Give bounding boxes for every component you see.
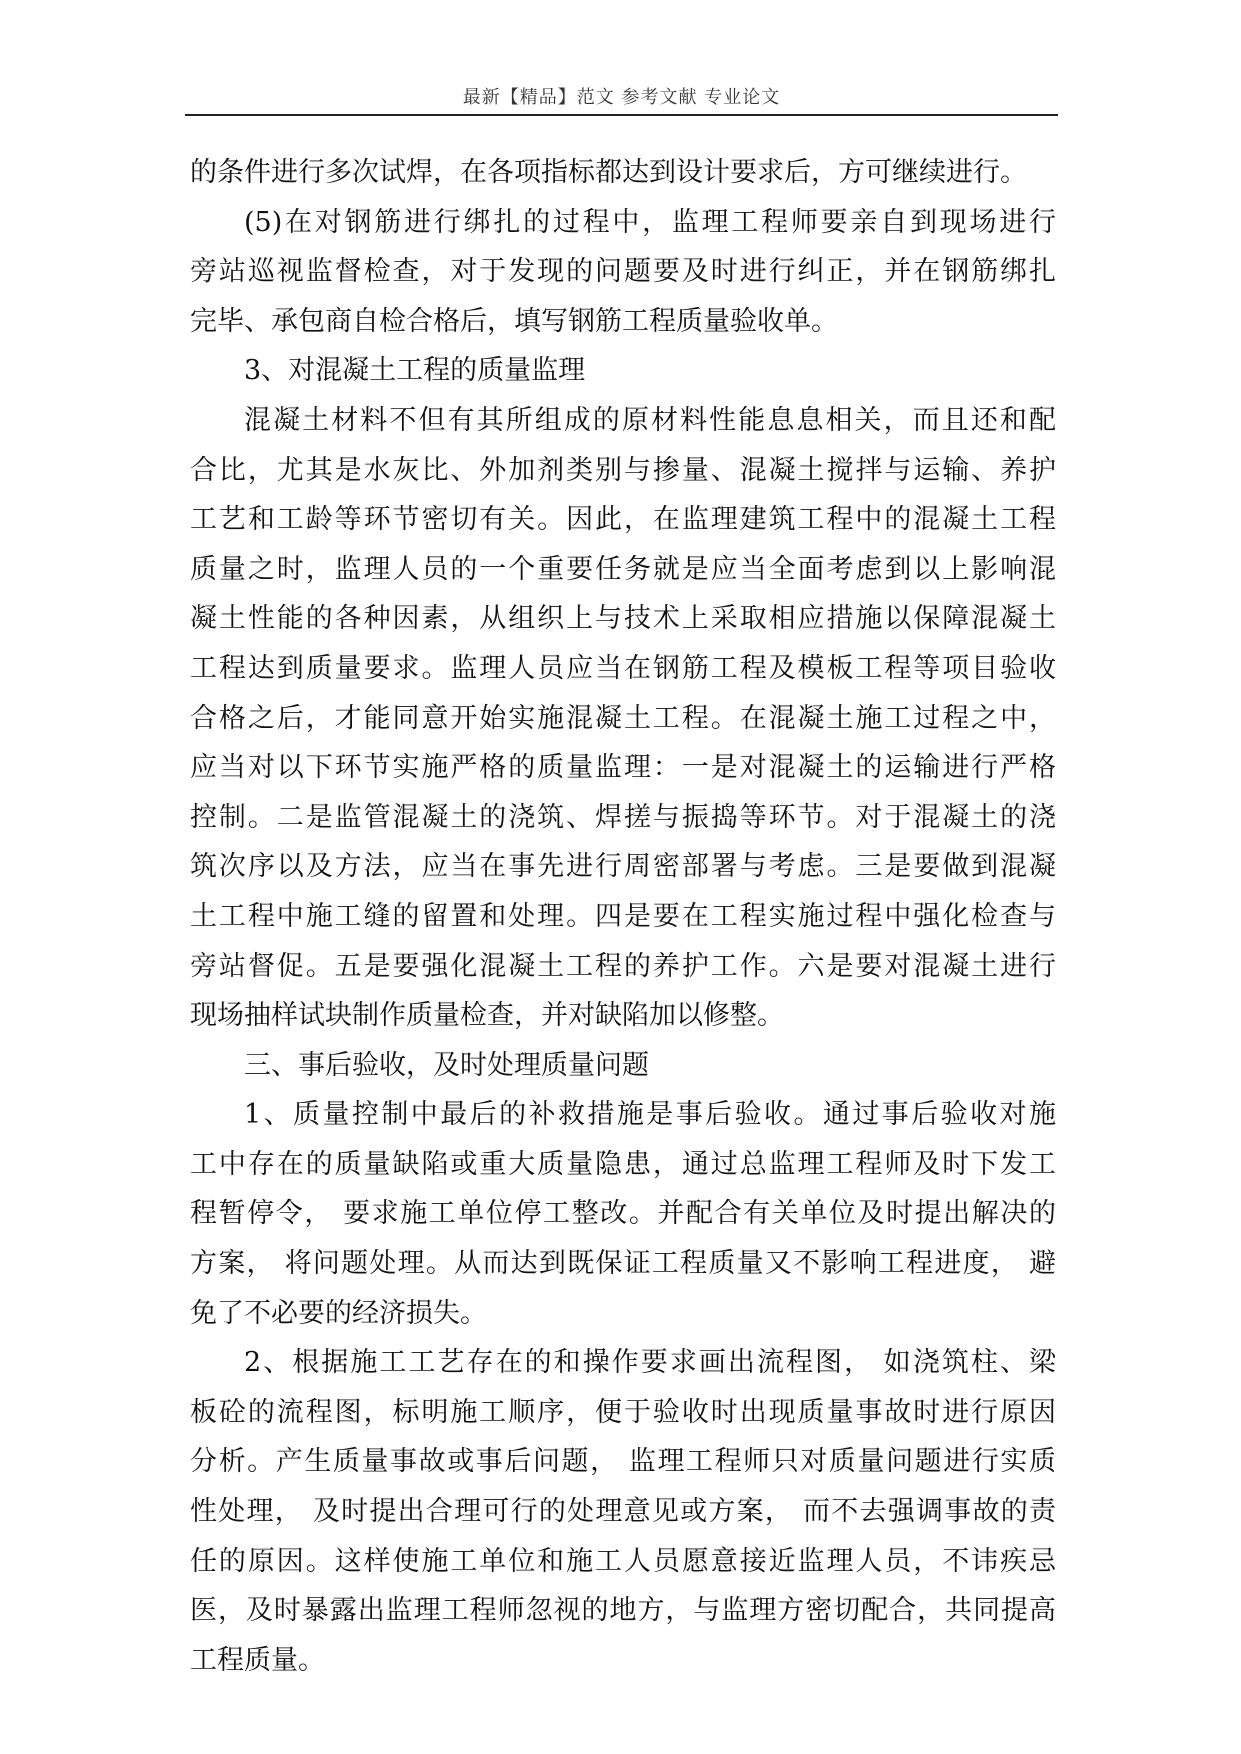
text-line: 筑次序以及方法，应当在事先进行周密部署与考虑。三是要做到混凝: [190, 851, 1056, 883]
text-line: 工程达到质量要求。监理人员应当在钢筋工程及模板工程等项目验收: [190, 652, 1056, 684]
text-line: 任的原因。这样使施工单位和施工人员愿意接近监理人员，不讳疾忌: [190, 1545, 1056, 1577]
text-line: 的条件进行多次试焊，在各项指标都达到设计要求后，方可继续进行。: [190, 157, 1027, 188]
text-line: 医，及时暴露出监理工程师忽视的地方，与监理方密切配合，共同提高: [190, 1595, 1056, 1627]
text-line: 工中存在的质量缺陷或重大质量隐患，通过总监理工程师及时下发工: [190, 1148, 1056, 1180]
text-line: 合格之后，才能同意开始实施混凝土工程。在混凝土施工过程之中，: [190, 702, 1056, 734]
text-line: 旁站巡视监督检查，对于发现的问题要及时进行纠正，并在钢筋绑扎: [190, 256, 1056, 288]
text-line: 混凝土材料不但有其所组成的原材料性能息息相关，而且还和配: [244, 404, 1056, 436]
text-line: 旁站督促。五是要强化混凝土工程的养护工作。六是要对混凝土进行: [190, 950, 1056, 982]
header-divider: [185, 114, 1058, 116]
text-line: 质量之时，监理人员的一个重要任务就是应当全面考虑到以上影响混: [190, 553, 1056, 585]
text-line: 凝土性能的各种因素，从组织上与技术上采取相应措施以保障混凝土: [190, 603, 1056, 635]
text-line: 现场抽样试块制作质量检查，并对缺陷加以修整。: [190, 1000, 784, 1032]
text-line: 土工程中施工缝的留置和处理。四是要在工程实施过程中强化检查与: [190, 900, 1056, 932]
text-line: 程暂停令， 要求施工单位停工整改。并配合有关单位及时提出解决的: [190, 1198, 1056, 1230]
text-line: 性处理， 及时提出合理可行的处理意见或方案， 而不去强调事故的责: [190, 1496, 1056, 1528]
text-line: 控制。二是监管混凝土的浇筑、焊搓与振捣等环节。对于混凝土的浇: [190, 801, 1056, 833]
text-line: 工程质量。: [190, 1644, 325, 1676]
body-text: [190, 148, 1056, 1685]
text-line: 分析。产生质量事故或事后问题， 监理工程师只对质量问题进行实质: [190, 1446, 1056, 1478]
text-line: 完毕、承包商自检合格后，填写钢筋工程质量验收单。: [190, 305, 838, 337]
section-heading: 三、事后验收，及时处理质量问题: [244, 1049, 649, 1081]
running-header: 最新【精品】范文 参考文献 专业论文: [462, 87, 781, 108]
section-heading: 3、对混凝土工程的质量监理: [244, 355, 586, 387]
text-line: 免了不必要的经济损失。: [190, 1297, 487, 1329]
text-line: 2、根据施工工艺存在的和操作要求画出流程图， 如浇筑柱、梁: [244, 1347, 1056, 1379]
text-line: 方案， 将问题处理。从而达到既保证工程质量又不影响工程进度， 避: [190, 1248, 1056, 1280]
text-line: 工艺和工龄等环节密切有关。因此，在监理建筑工程中的混凝土工程: [190, 504, 1056, 536]
text-line: 应当对以下环节实施严格的质量监理：一是对混凝土的运输进行严格: [190, 752, 1056, 784]
text-line: (5)在对钢筋进行绑扎的过程中，监理工程师要亲自到现场进行: [244, 206, 1056, 238]
text-line: 板砼的流程图，标明施工顺序，便于验收时出现质量事故时进行原因: [190, 1396, 1056, 1428]
text-line: 合比，尤其是水灰比、外加剂类别与掺量、混凝土搅拌与运输、养护: [190, 454, 1056, 486]
text-line: 1、质量控制中最后的补救措施是事后验收。通过事后验收对施: [244, 1099, 1056, 1131]
